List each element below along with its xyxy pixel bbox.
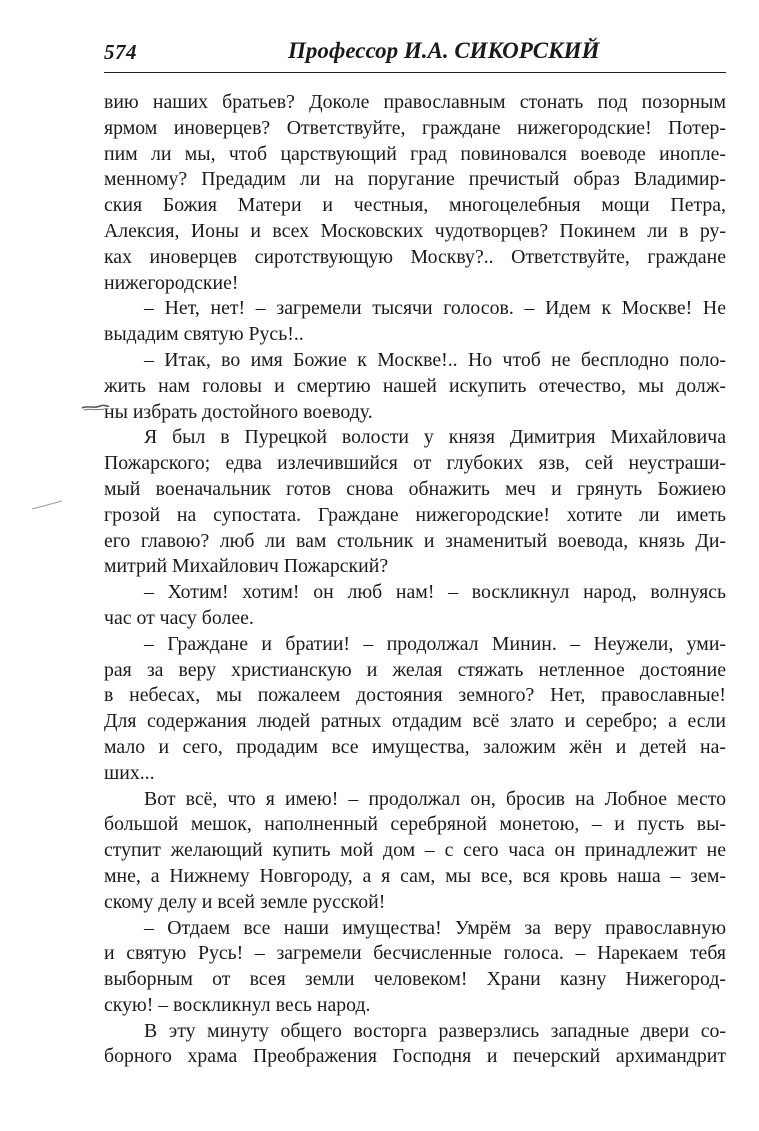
text-line: ярмом иноверцев? Ответствуйте, граждане нижегородские! Потер-	[104, 116, 726, 139]
text-line: ших...	[104, 761, 155, 784]
text-line: вию наших братьев? Доколе православным стонать под позорным	[104, 91, 726, 113]
text-line: скую! – воскликнул весь народ.	[104, 993, 371, 1016]
text-line: жить нам головы и смертию нашей искупить отечество, мы долж-	[104, 374, 726, 397]
text-line: час от часу более.	[104, 606, 254, 629]
text-line: скому делу и всей земле русской!	[104, 890, 386, 913]
text-line: пим ли мы, чтоб царствующий град повиновался воеводе инопле-	[104, 142, 726, 165]
text-line: выдадим святую Русь!..	[104, 323, 304, 346]
text-line: Для содержания людей ратных отдадим всё злато и серебро; а если	[104, 710, 726, 733]
text-line: в небесах, мы пожалеем достояния земного? Нет, православные!	[104, 684, 726, 707]
text-line: – Отдаем все наши имущества! Умрём за веру православную	[144, 916, 726, 939]
text-line: его главою? люб ли вам стольник и знаменитый воевода, князь Ди-	[104, 529, 726, 552]
text-line: ны избрать достойного воеводу.	[104, 400, 373, 423]
text-line: мне, а Нижнему Новгороду, а я сам, мы все, вся кровь наша – зем-	[104, 864, 726, 887]
text-line: мый военачальник готов снова обнажить меч и грянуть Божиею	[104, 477, 726, 500]
text-line: менному? Предадим ли на поругание пречистый образ Владимир-	[104, 168, 726, 191]
text-line: – Граждане и братии! – продолжал Минин. – Неужели, уми-	[144, 632, 726, 655]
body-text	[104, 90, 726, 1070]
text-line: выборным от всея земли человеком! Храни казну Нижегород-	[104, 968, 726, 991]
text-line: – Итак, во имя Божие к Москве!.. Но чтоб не бесплодно поло-	[144, 348, 726, 371]
text-line: – Хотим! хотим! он люб нам! – воскликнул народ, волнуясь	[144, 581, 726, 604]
text-line: ступит желающий купить мой дом – с сего часа он принадлежит не	[104, 839, 726, 862]
text-line: В эту минуту общего восторга разверзлись западные двери со-	[144, 1019, 726, 1042]
text-line: и святую Русь! – загремели бесчисленные голоса. – Нарекаем тебя	[104, 942, 726, 965]
margin-pencil-stroke	[28, 495, 68, 515]
text-line: грозой на супостата. Граждане нижегородские! хотите ли иметь	[104, 503, 726, 526]
running-head: Профессор И.А. СИКОРСКИЙ	[288, 38, 600, 63]
text-line: митрий Михайлович Пожарский?	[104, 555, 389, 578]
text-line: ския Божия Матери и честныя, многоцелебныя мощи Петра,	[104, 194, 726, 217]
text-line: нижегородские!	[104, 271, 239, 294]
text-line: Я был в Пурецкой волости у князя Димитрия Михайловича	[144, 426, 726, 449]
page-header	[104, 38, 726, 74]
text-line: Пожарского; едва излечившийся от глубоких язв, сей неустраши-	[104, 452, 726, 475]
text-line: ках иноверцев сиротствующую Москву?.. Ответствуйте, граждане	[104, 245, 726, 268]
text-line: – Нет, нет! – загремели тысячи голосов. – Идем к Москве! Не	[144, 297, 726, 320]
text-line: большой мешок, наполненный серебряной монетою, – и пусть вы-	[104, 813, 726, 836]
text-line: Алексия, Ионы и всех Московских чудотворцев? Покинем ли в ру-	[104, 219, 726, 242]
text-line: рая за веру христианскую и желая стяжать нетленное достояние	[104, 658, 726, 681]
page-number: 574	[104, 40, 137, 64]
text-line: Вот всё, что я имею! – продолжал он, бросив на Лобное место	[144, 787, 726, 810]
header-rule	[104, 72, 726, 73]
text-line: мало и сего, продадим все имущества, заложим жён и детей на-	[104, 735, 726, 758]
text-line: борного храма Преображения Господня и печерский архимандрит	[104, 1045, 726, 1068]
